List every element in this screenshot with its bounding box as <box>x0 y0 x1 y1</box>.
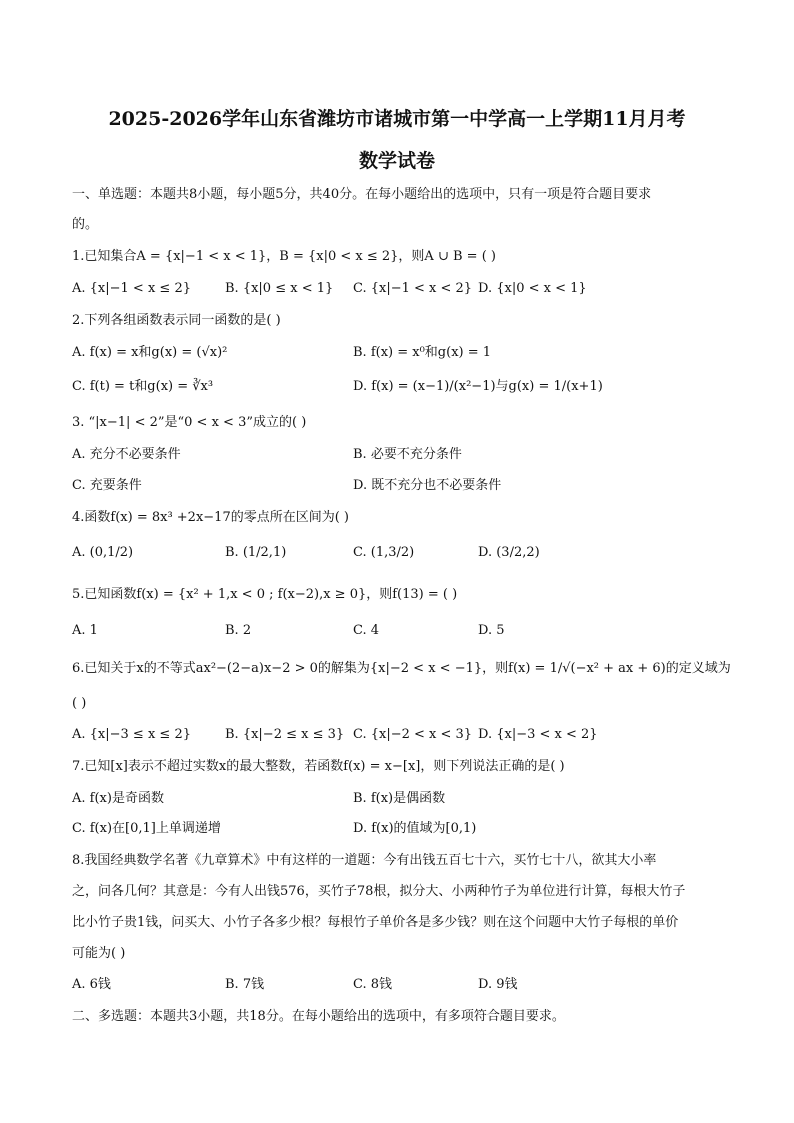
q1-option-c: C. {x|−1 < x < 2} <box>353 281 473 296</box>
q1-option-d: D. {x|0 < x < 1} <box>478 281 587 296</box>
exam-title-line2: 数学试卷 <box>358 150 435 172</box>
q2-option-a: A. f(x) = x和g(x) = (√x)² <box>72 345 228 360</box>
q6-option-c: C. {x|−2 < x < 3} <box>353 727 473 742</box>
question-2-stem: 2.下列各组函数表示同一函数的是( ) <box>72 313 281 328</box>
question-3-stem: 3. “|x−1| < 2”是“0 < x < 3”成立的( ) <box>72 415 307 430</box>
question-8-stem-l2: 之，问各几何？其意是：今有人出钱576，买竹子78根，拟分大、小两种竹子为单位进行计算，每根大竹子 <box>72 884 686 899</box>
question-6-stem: 6.已知关于x的不等式ax²−(2−a)x−2 > 0的解集为{x|−2 < x < −1}，则f(x) = 1/√(−x² + ax + 6)的定义域为 <box>72 661 731 676</box>
q8-option-d: D. 9钱 <box>478 977 518 992</box>
q6-option-b: B. {x|−2 ≤ x ≤ 3} <box>225 727 345 742</box>
q8-option-a: A. 6钱 <box>72 977 111 992</box>
question-7-stem: 7.已知[x]表示不超过实数x的最大整数，若函数f(x) = x−[x]，则下列说法正确的是( ) <box>72 759 565 774</box>
q3-option-a: A. 充分不必要条件 <box>72 447 181 462</box>
question-5-stem: 5.已知函数f(x) = {x² + 1,x < 0 ; f(x−2),x ≥ 0}，则f(13) = ( ) <box>72 587 458 602</box>
question-4-stem: 4.函数f(x) = 8x³ +2x−17的零点所在区间为( ) <box>72 510 349 525</box>
question-8-stem: 8.我国经典数学名著《九章算术》中有这样的一道题：今有出钱五百七十六，买竹七十八，欲其大小率 <box>72 853 657 868</box>
q2-option-b: B. f(x) = x⁰和g(x) = 1 <box>353 345 492 360</box>
q4-option-d: D. (3/2,2) <box>478 545 540 560</box>
q8-option-b: B. 7钱 <box>225 977 265 992</box>
q4-option-b: B. (1/2,1) <box>225 545 287 560</box>
q7-option-b: B. f(x)是偶函数 <box>353 791 446 806</box>
q4-option-a: A. (0,1/2) <box>72 545 134 560</box>
question-8-stem-l4: 可能为( ) <box>72 946 126 961</box>
q1-option-a: A. {x|−1 < x ≤ 2} <box>72 281 191 296</box>
exam-title-line1: 2025-2026学年山东省潍坊市诸城市第一中学高一上学期11月月考 <box>108 108 686 130</box>
q2-option-d: D. f(x) = (x−1)/(x²−1)与g(x) = 1/(x+1) <box>353 379 603 394</box>
q3-option-d: D. 既不充分也不必要条件 <box>353 478 502 493</box>
section1-heading-cont: 的。 <box>72 217 99 232</box>
q7-option-c: C. f(x)在[0,1]上单调递增 <box>72 821 221 836</box>
section1-heading: 一、单选题：本题共8小题，每小题5分，共40分。在每小题给出的选项中，只有一项是符合题目要求 <box>72 187 652 202</box>
q2-option-c: C. f(t) = t和g(x) = ∛x³ <box>72 379 214 394</box>
q3-option-b: B. 必要不充分条件 <box>353 447 462 462</box>
q5-option-c: C. 4 <box>353 623 380 638</box>
q7-option-a: A. f(x)是奇函数 <box>72 791 164 806</box>
q7-option-d: D. f(x)的值域为[0,1) <box>353 821 477 836</box>
q6-option-d: D. {x|−3 < x < 2} <box>478 727 598 742</box>
question-1-stem: 1.已知集合A = {x|−1 < x < 1}，B = {x|0 < x ≤ 2}，则A ∪ B = ( ) <box>72 249 496 264</box>
q3-option-c: C. 充要条件 <box>72 478 142 493</box>
q6-option-a: A. {x|−3 ≤ x ≤ 2} <box>72 727 191 742</box>
q8-option-c: C. 8钱 <box>353 977 393 992</box>
q5-option-b: B. 2 <box>225 623 252 638</box>
q5-option-d: D. 5 <box>478 623 505 638</box>
q1-option-b: B. {x|0 ≤ x < 1} <box>225 281 334 296</box>
section2-heading: 二、多选题：本题共3小题，共18分。在每小题给出的选项中，有多项符合题目要求。 <box>72 1009 565 1024</box>
question-8-stem-l3: 比小竹子贵1钱，问买大、小竹子各多少根？每根竹子单价各是多少钱？则在这个问题中大竹子每根的单价 <box>72 915 679 930</box>
question-6-stem-cont: ( ) <box>72 696 87 711</box>
q4-option-c: C. (1,3/2) <box>353 545 415 560</box>
q5-option-a: A. 1 <box>72 623 98 638</box>
